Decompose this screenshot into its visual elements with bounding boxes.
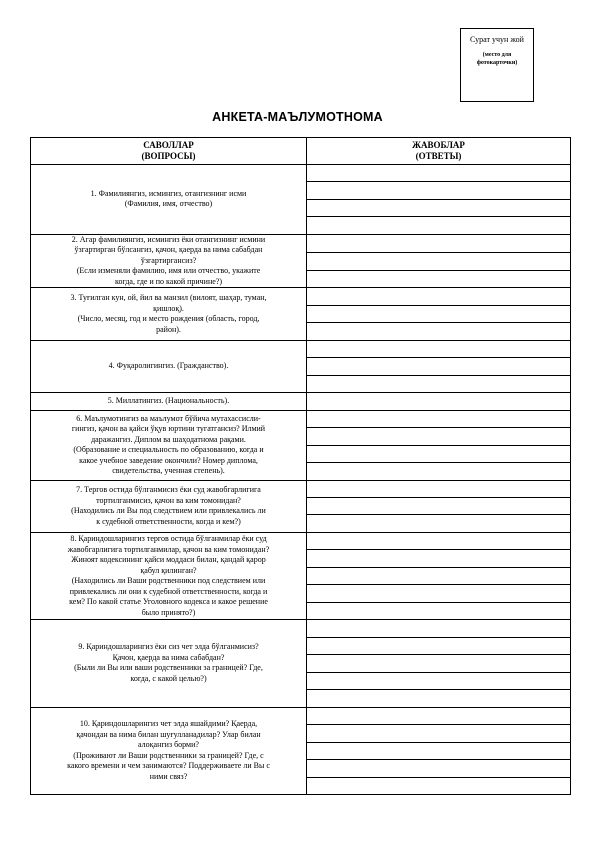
answer-cell[interactable] — [307, 270, 571, 288]
answer-cell[interactable] — [307, 690, 571, 707]
answer-cell[interactable] — [307, 375, 571, 392]
question-line: жавобгарлигига тортилганмилар, қачон ва ким томонидан? — [67, 544, 270, 554]
answer-cell[interactable] — [307, 358, 571, 375]
question-line: ўзгартирган бўлсангиз, қачон, қаерда ва нима сабабдан — [74, 245, 263, 255]
answers-header — [307, 138, 571, 165]
photo-sublabel: (место для фотокарточки) — [476, 52, 518, 66]
question-line: 1. Фамилиянгиз, исмингиз, отангизнинг исми — [90, 188, 247, 198]
question-line: 6. Маълумотингиз ва маълумот бўйича мутахассисли- — [76, 413, 261, 423]
question-row — [31, 532, 571, 549]
answer-cell[interactable] — [307, 340, 571, 357]
question-line: тортилганмисиз, қачон ва ким томонидан? — [96, 495, 241, 505]
answer-cell[interactable] — [307, 567, 571, 584]
question-line: свидетельства, ученная степень). — [112, 466, 225, 476]
question-line: (Число, месяц, год и место рождения (область, город, — [77, 314, 260, 324]
question-line: қишлоқ). — [153, 303, 184, 313]
question-line: ўзгартиргансиз? — [140, 255, 197, 265]
question-line: қабул қилинган? — [140, 565, 197, 575]
answer-cell[interactable] — [307, 217, 571, 234]
question-text — [31, 165, 307, 235]
answer-cell[interactable] — [307, 323, 571, 340]
question-line: (Образование и специальность по образованию, когда и — [73, 445, 264, 455]
question-line: гингиз, қачон ва қайси ўқув юртини тугатгансиз? Илмий — [71, 424, 266, 434]
question-line: даражангиз. Диплом ва шаҳодатнома рақами. — [91, 434, 246, 444]
question-line: 8. Қариндошларингиз тергов остида бўлганмилар ёки суд — [70, 534, 267, 544]
questionnaire-table — [30, 137, 571, 795]
questions-header — [31, 138, 307, 165]
question-line: привлекались ли они к судебной ответственности, когда и — [69, 586, 268, 596]
question-line: кем? По какой статье Уголовного кодекса и какое решение — [69, 597, 268, 607]
question-line: было принято?) — [141, 607, 196, 617]
question-row — [31, 165, 571, 182]
question-line: 7. Тергов остида бўлганмисиз ёки суд жавобгарлигига — [76, 485, 261, 495]
answer-cell[interactable] — [307, 445, 571, 462]
question-line: (Находились ли Вы под следствием или привлекались ли — [71, 506, 266, 516]
question-line: 5. Миллатингиз. (Национальность). — [107, 396, 230, 406]
answer-cell[interactable] — [307, 410, 571, 427]
answer-cell[interactable] — [307, 742, 571, 759]
answer-cell[interactable] — [307, 165, 571, 182]
question-row — [31, 410, 571, 427]
question-text — [31, 480, 307, 532]
question-text — [31, 410, 307, 480]
question-text — [31, 234, 307, 288]
question-row — [31, 288, 571, 305]
question-line: 3. Туғилган кун, ой, йил ва манзил (вилоят, шаҳар, туман, — [70, 293, 267, 303]
answer-cell[interactable] — [307, 672, 571, 689]
question-line: Қачон, қаерда ва нима сабабдан? — [112, 652, 225, 662]
question-line: какое учебное заведение окончили? Номер диплома, — [79, 455, 258, 465]
answer-cell[interactable] — [307, 725, 571, 742]
answer-cell[interactable] — [307, 252, 571, 270]
question-row — [31, 620, 571, 637]
question-line: 9. Қариндошларингиз ёки сиз чет элда бўлганмисиз? — [78, 642, 259, 652]
question-line: когда, где и по какой причине?) — [114, 276, 223, 286]
question-row — [31, 234, 571, 252]
question-row — [31, 480, 571, 497]
question-line: 2. Агар фамилиянгиз, исмингиз ёки отангизнинг исмини — [71, 234, 266, 244]
photo-placeholder — [460, 28, 534, 102]
question-line: қачондан ва нима билан шуғулланадилар? Улар билан — [76, 729, 261, 739]
answer-cell[interactable] — [307, 655, 571, 672]
question-line: к судебной ответственности, когда и кем?) — [96, 516, 241, 526]
answer-cell[interactable] — [307, 602, 571, 619]
questions-header-label: САВОЛЛАР — [143, 140, 194, 150]
answer-cell[interactable] — [307, 305, 571, 322]
question-line: 10. Қариндошларингиз чет элда яшайдими? Қаерда, — [79, 719, 258, 729]
question-text — [31, 532, 307, 619]
answer-cell[interactable] — [307, 428, 571, 445]
answer-cell[interactable] — [307, 498, 571, 515]
answer-cell[interactable] — [307, 637, 571, 654]
answer-cell[interactable] — [307, 288, 571, 305]
question-row — [31, 340, 571, 357]
answer-cell[interactable] — [307, 463, 571, 480]
answer-cell[interactable] — [307, 532, 571, 549]
answer-cell[interactable] — [307, 620, 571, 637]
question-text — [31, 620, 307, 707]
question-line: (Были ли Вы или ваши родственники за границей? Где, — [74, 663, 263, 673]
question-text — [31, 340, 307, 392]
questions-body — [31, 165, 571, 795]
header-row — [31, 138, 571, 165]
answer-cell[interactable] — [307, 707, 571, 724]
photo-label: Сурат учун жой — [470, 35, 524, 44]
answer-cell[interactable] — [307, 777, 571, 794]
answers-header-label: ЖАВОБЛАР — [412, 140, 465, 150]
question-line: (Если изменяли фамилию, имя или отчество, укажите — [76, 266, 261, 276]
question-row — [31, 393, 571, 410]
answer-cell[interactable] — [307, 182, 571, 199]
page-title: АНКЕТА-МАЪЛУМОТНОМА — [212, 110, 383, 124]
answer-cell[interactable] — [307, 234, 571, 252]
question-line: (Проживают ли Ваши родственники за границей? Где, с — [73, 750, 264, 760]
question-row — [31, 707, 571, 724]
answer-cell[interactable] — [307, 515, 571, 532]
question-line: 4. Фуқаролигингиз. (Гражданство). — [108, 361, 229, 371]
question-line: алоқангиз борми? — [138, 740, 199, 750]
question-text — [31, 288, 307, 340]
question-line: (Фамилия, имя, отчество) — [124, 199, 213, 209]
answer-cell[interactable] — [307, 480, 571, 497]
question-line: ними связ? — [149, 771, 188, 781]
answer-cell[interactable] — [307, 393, 571, 410]
question-line: Жиноят кодексининг қайси моддаси билан, қандай қарор — [71, 555, 266, 565]
question-line: район). — [156, 324, 181, 334]
answer-cell[interactable] — [307, 585, 571, 602]
question-line: (Находились ли Ваши родственники под следствием или — [71, 576, 266, 586]
answer-cell[interactable] — [307, 550, 571, 567]
answers-header-label-ru: (ОТВЕТЫ) — [415, 151, 462, 161]
question-text — [31, 393, 307, 410]
question-text — [31, 707, 307, 794]
question-line: какого времени и чем занимаются? Поддерживаете ли Вы с — [67, 761, 270, 771]
question-line: когда, с какой целью?) — [130, 673, 207, 683]
answer-cell[interactable] — [307, 760, 571, 777]
questions-header-label-ru: (ВОПРОСЫ) — [141, 151, 196, 161]
answer-cell[interactable] — [307, 199, 571, 216]
